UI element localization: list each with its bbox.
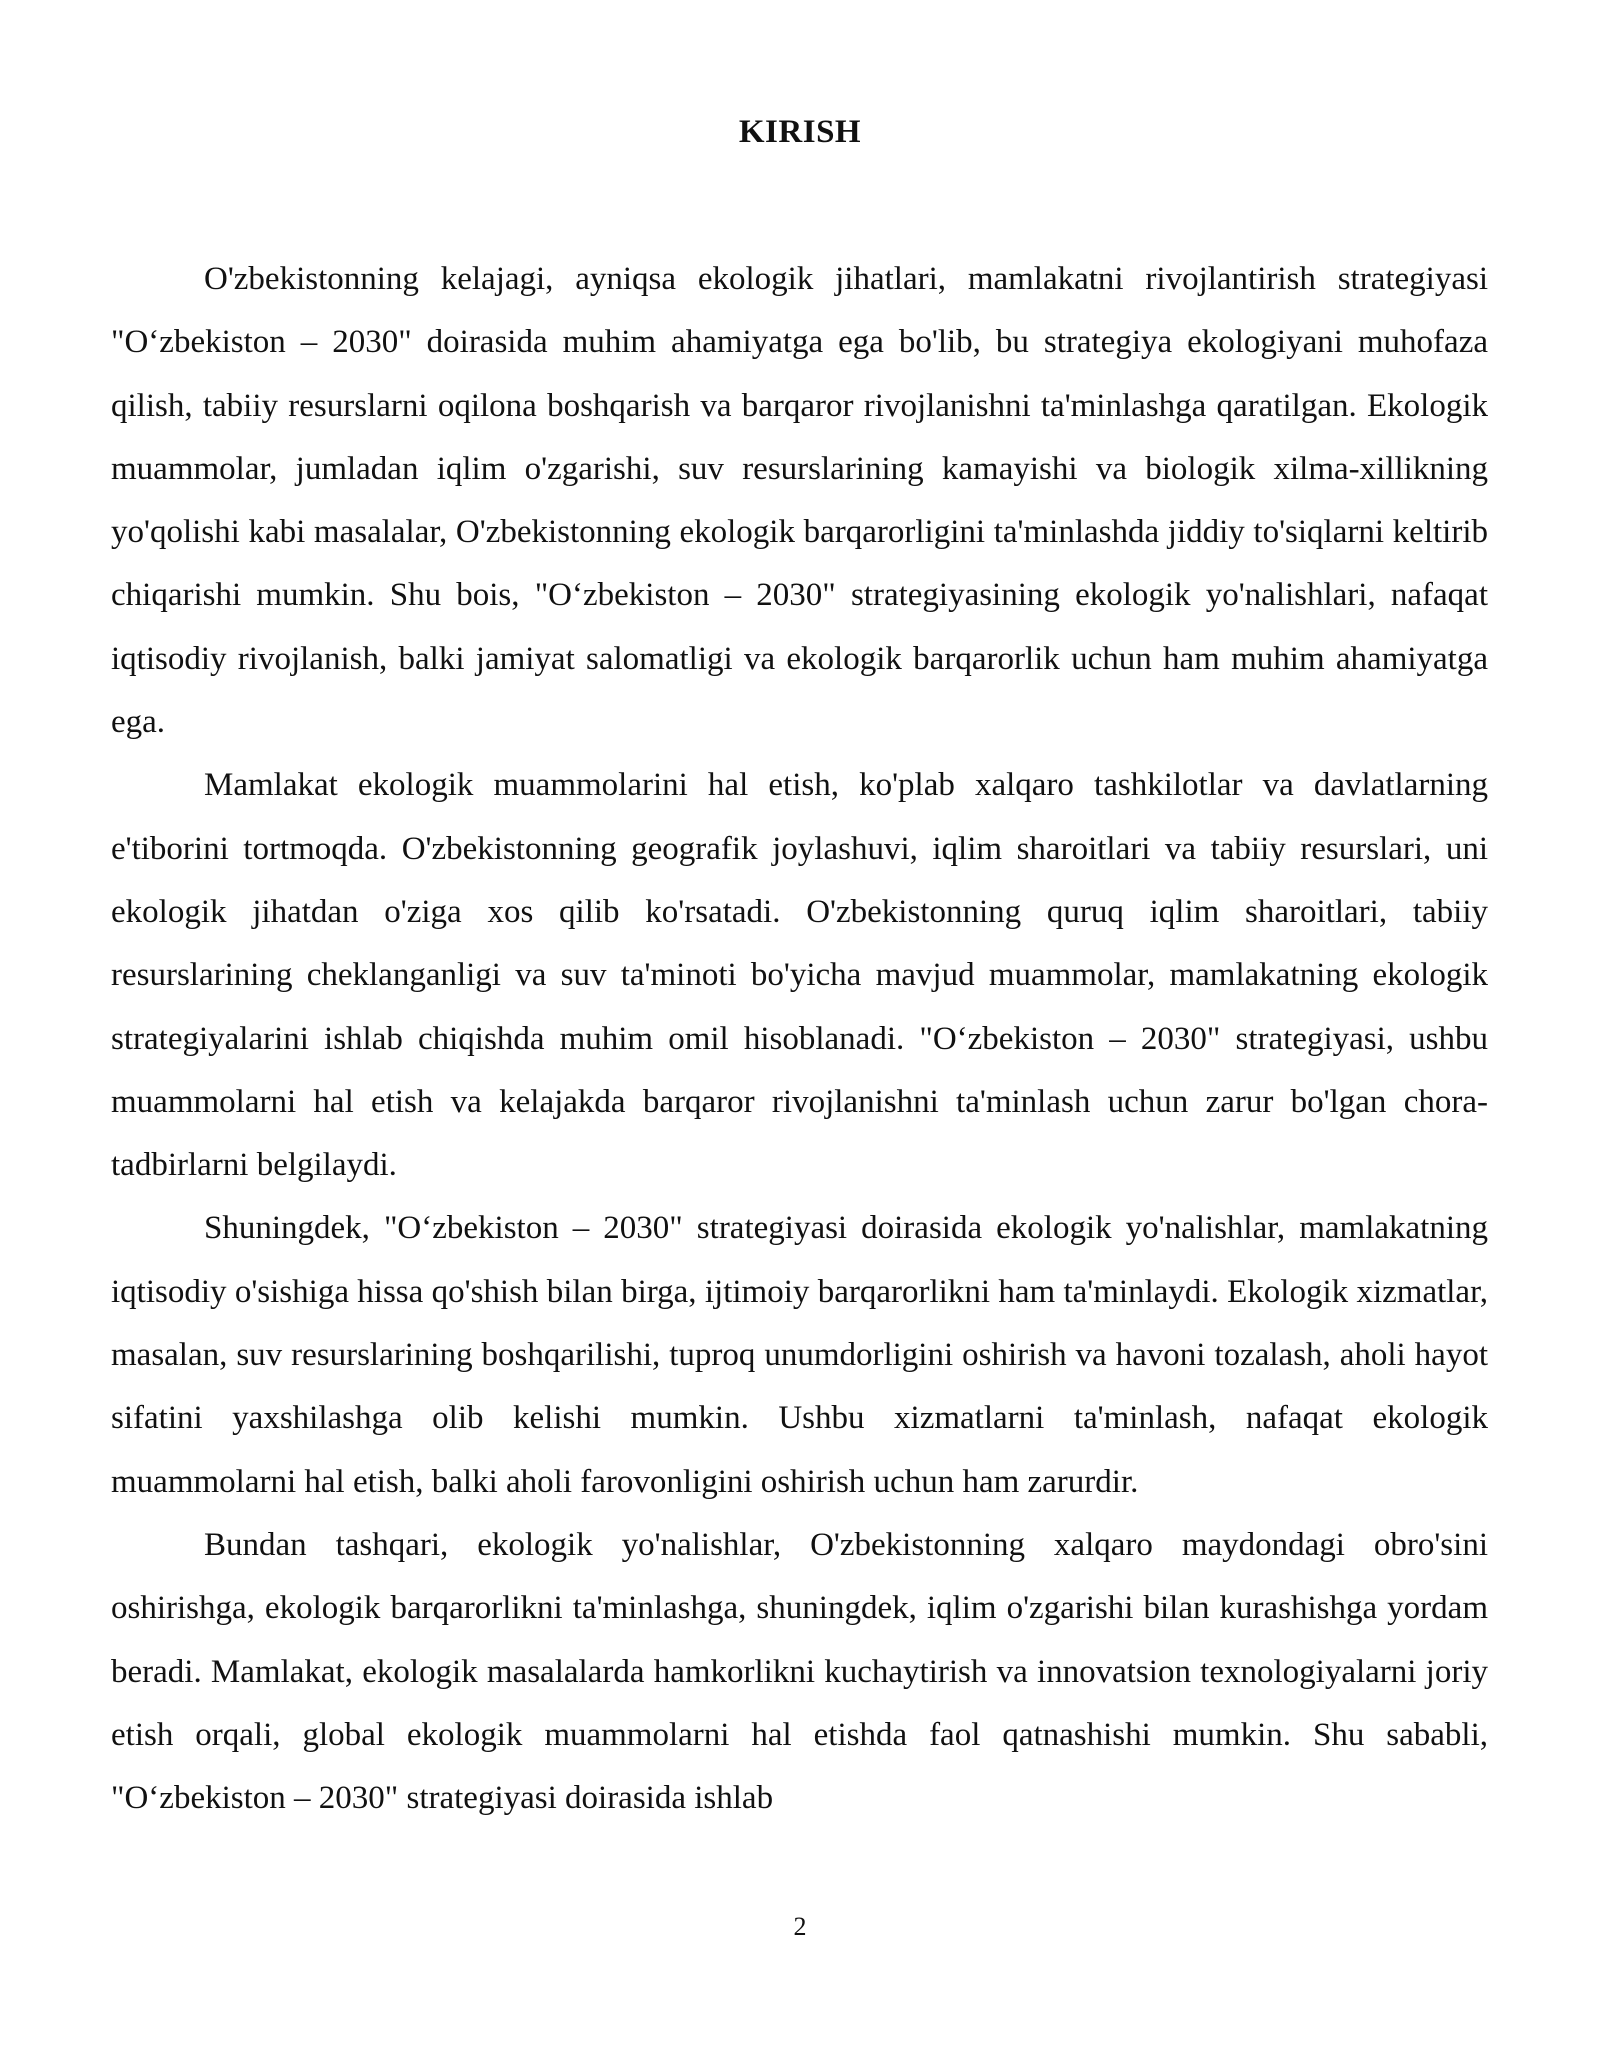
paragraph-1: O'zbekistonning kelajagi, ayniqsa ekologik jihatlari, mamlakatni rivojlantirish strategiyasi "O‘zbekiston – 2030" doirasida muhim ahamiyatga ega bo'lib, bu strategiya ekologiyani muhofaza qilish, tabiiy resurslarni oqilona boshqarish va barqaror rivojlanishni ta'minlashga qaratilgan. Ekologik muammolar, jumladan iqlim o'zgarishi, suv resurslarining kamayishi va biologik xilma-xillikning yo'qolishi kabi masalalar, O'zbekistonning ekologik barqarorligini ta'minlashda jiddiy to'siqlarni keltirib chiqarishi mumkin. Shu bois, "O‘zbekiston – 2030" strategiyasining ekologik yo'nalishlari, nafaqat iqtisodiy rivojlanish, balki jamiyat salomatligi va ekologik barqarorlik uchun ham muhim ahamiyatga ega. [111,261,1488,741]
page-heading: KIRISH [738,114,862,150]
body-text [111,248,1488,1830]
paragraph-2: Mamlakat ekologik muammolarini hal etish, ko'plab xalqaro tashkilotlar va davlatlarning e'tiborini tortmoqda. O'zbekistonning geografik joylashuvi, iqlim sharoitlari va tabiiy resurslari, uni ekologik jihatdan o'ziga xos qilib ko'rsatadi. O'zbekistonning quruq iqlim sharoitlari, tabiiy resurslarining cheklanganligi va suv ta'minoti bo'yicha mavjud muammolar, mamlakatning ekologik strategiyalarini ishlab chiqishda muhim omil hisoblanadi. "O‘zbekiston – 2030" strategiyasi, ushbu muammolarni hal etish va kelajakda barqaror rivojlanishni ta'minlash uchun zarur bo'lgan chora-tadbirlarni belgilaydi. [111,767,1488,1184]
paragraph-3: Shuningdek, "O‘zbekiston – 2030" strategiyasi doirasida ekologik yo'nalishlar, mamlakatning iqtisodiy o'sishiga hissa qo'shish bilan birga, ijtimoiy barqarorlikni ham ta'minlaydi. Ekologik xizmatlar, masalan, suv resurslarining boshqarilishi, tuproq unumdorligini oshirish va havoni tozalash, aholi hayot sifatini yaxshilashga olib kelishi mumkin. Ushbu xizmatlarni ta'minlash, nafaqat ekologik muammolarni hal etish, balki aholi farovonligini oshirish uchun ham zarurdir. [111,1210,1488,1500]
page-number: 2 [793,1912,807,1941]
paragraph-4: Bundan tashqari, ekologik yo'nalishlar, O'zbekistonning xalqaro maydondagi obro'sini oshirishga, ekologik barqarorlikni ta'minlashga, shuningdek, iqlim o'zgarishi bilan kurashishga yordam beradi. Mamlakat, ekologik masalalarda hamkorlikni kuchaytirish va innovatsion texnologiyalarni joriy etish orqali, global ekologik muammolarni hal etishda faol qatnashishi mumkin. Shu sababli, "O‘zbekiston – 2030" strategiyasi doirasida ishlab [111,1526,1488,1817]
